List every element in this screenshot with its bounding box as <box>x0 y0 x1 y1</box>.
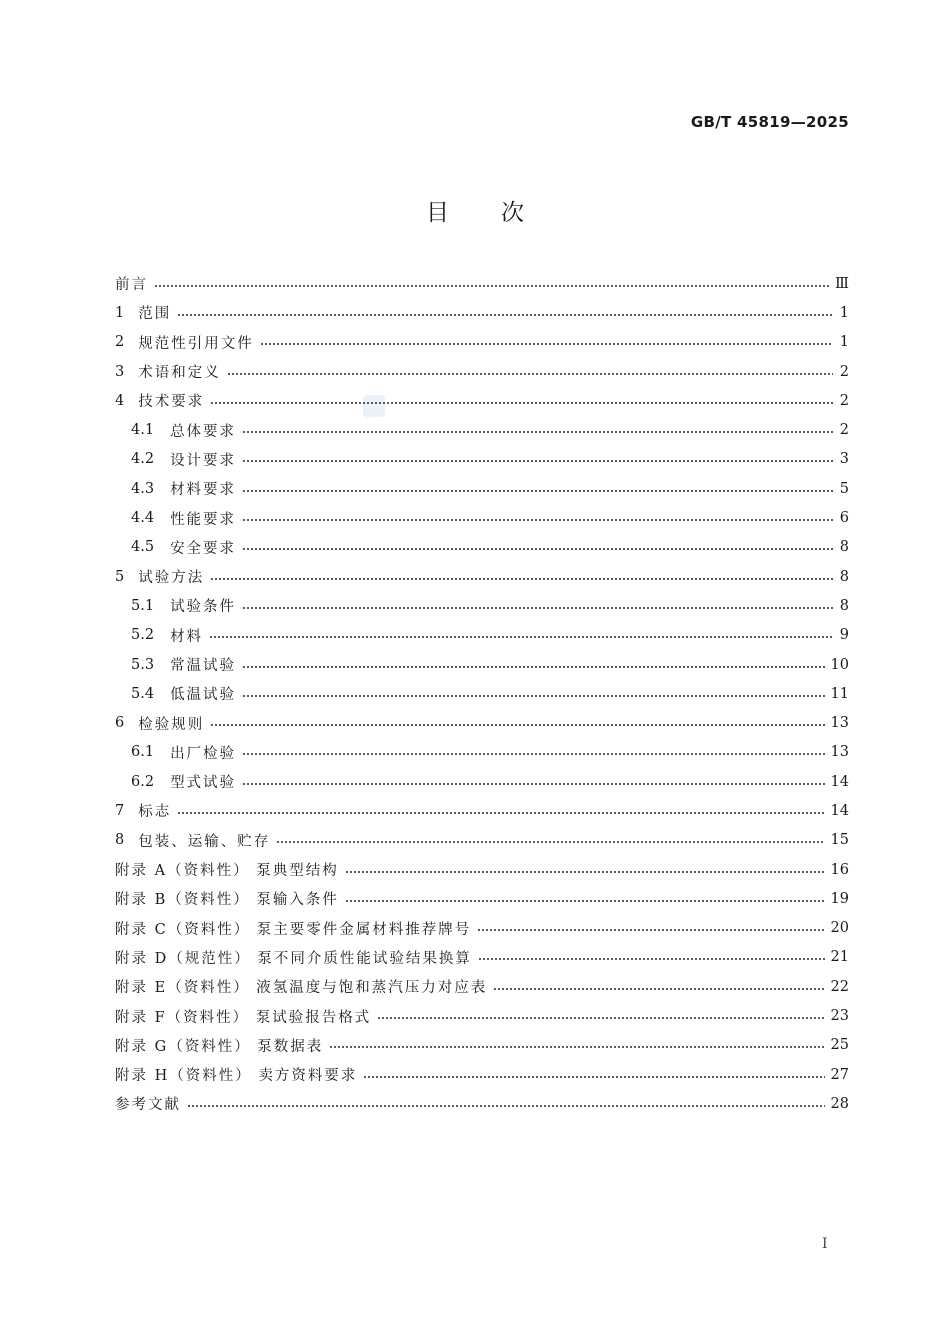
toc-entry-page: 2 <box>839 363 849 380</box>
toc-entry-page: 19 <box>830 890 849 907</box>
toc-entry-page: 27 <box>830 1066 849 1083</box>
toc-entry-title: 附录 A（资料性） 泵典型结构 <box>115 863 339 880</box>
toc-entry-title: 规范性引用文件 <box>138 335 254 352</box>
toc-entry-title: 低温试验 <box>170 687 237 704</box>
toc-dot-leader <box>242 547 833 551</box>
toc-dot-leader <box>242 782 824 786</box>
toc-entry[interactable] <box>115 269 849 298</box>
toc-entry-page: 14 <box>830 802 849 819</box>
toc-dot-leader <box>210 723 824 727</box>
toc-dot-leader <box>242 694 824 698</box>
toc-entry-title: 标志 <box>138 804 172 821</box>
toc-entry-page: 20 <box>830 920 849 937</box>
toc-dot-leader <box>276 840 824 844</box>
toc-entry-title: 附录 G（资料性） 泵数据表 <box>115 1038 324 1055</box>
toc-entry[interactable] <box>115 533 849 562</box>
toc-entry[interactable] <box>115 503 849 532</box>
toc-entry-title: 包装、运输、贮存 <box>138 833 271 850</box>
toc-dot-leader <box>187 1104 825 1108</box>
toc-dot-leader <box>345 870 825 874</box>
toc-entry-page: 15 <box>830 832 849 849</box>
toc-entry-page: 13 <box>830 715 849 732</box>
toc-dot-leader <box>242 606 833 610</box>
toc-entry-page: 28 <box>830 1095 849 1112</box>
toc-entry[interactable] <box>115 796 849 825</box>
toc-entry-number: 4 <box>115 392 125 409</box>
toc-entry[interactable] <box>115 415 849 444</box>
toc-entry-title: 型式试验 <box>170 775 237 792</box>
toc-entry-title: 材料 <box>170 628 204 645</box>
toc-entry-title: 附录 F（资料性） 泵试验报告格式 <box>115 1009 372 1026</box>
toc-dot-leader <box>493 987 824 991</box>
page-number: I <box>822 1236 828 1252</box>
page-title: 目次 <box>426 200 576 226</box>
toc-entry-number: 7 <box>115 802 125 819</box>
toc-entry[interactable] <box>115 591 849 620</box>
toc-entry-number: 5.4 <box>131 685 155 702</box>
toc-dot-leader <box>210 401 833 405</box>
toc-entry[interactable] <box>115 1060 849 1089</box>
toc-entry[interactable] <box>115 855 849 884</box>
toc-entry-number: 4.4 <box>131 510 155 527</box>
toc-entry[interactable] <box>115 914 849 943</box>
toc-entry-page: 9 <box>839 627 849 644</box>
toc-entry-title: 检验规则 <box>138 716 205 733</box>
toc-entry-title: 设计要求 <box>170 452 237 469</box>
toc-entry-title: 术语和定义 <box>138 365 221 382</box>
toc-entry[interactable] <box>115 679 849 708</box>
toc-entry-page: 8 <box>839 597 849 614</box>
toc-entry-title: 技术要求 <box>138 394 205 411</box>
toc-entry-page: 2 <box>839 392 849 409</box>
toc-entry[interactable] <box>115 445 849 474</box>
toc-entry-number: 6 <box>115 715 125 732</box>
toc-entry-page: 14 <box>830 773 849 790</box>
toc-entry[interactable] <box>115 298 849 327</box>
toc-entry-number: 4.5 <box>131 539 155 556</box>
toc-dot-leader <box>242 518 833 522</box>
toc-dot-leader <box>242 752 824 756</box>
toc-entry-page: 13 <box>830 744 849 761</box>
toc-entry-title: 附录 H（资料性） 卖方资料要求 <box>115 1068 358 1085</box>
toc-entry[interactable] <box>115 708 849 737</box>
toc-entry-title: 性能要求 <box>170 511 237 528</box>
toc-entry[interactable] <box>115 650 849 679</box>
toc-entry[interactable] <box>115 621 849 650</box>
toc-entry[interactable] <box>115 826 849 855</box>
toc-entry[interactable] <box>115 474 849 503</box>
toc-entry-page: 3 <box>839 451 849 468</box>
table-of-contents <box>115 269 849 1119</box>
toc-dot-leader <box>210 577 833 581</box>
toc-entry-number: 8 <box>115 832 125 849</box>
toc-entry[interactable] <box>115 1031 849 1060</box>
toc-entry-page: 1 <box>839 334 849 351</box>
toc-entry-title: 附录 E（资料性） 液氢温度与饱和蒸汽压力对应表 <box>115 980 488 997</box>
toc-entry-title: 试验方法 <box>138 570 205 587</box>
toc-entry-page: 10 <box>830 656 849 673</box>
toc-entry-title: 附录 D（规范性） 泵不同介质性能试验结果换算 <box>115 950 472 967</box>
toc-entry-title: 总体要求 <box>170 423 237 440</box>
toc-entry-title: 安全要求 <box>170 540 237 557</box>
toc-entry-page: 5 <box>839 480 849 497</box>
toc-entry-number: 4.1 <box>131 422 155 439</box>
toc-entry-page: 1 <box>839 304 849 321</box>
toc-dot-leader <box>227 372 833 376</box>
toc-entry-title: 试验条件 <box>170 599 237 616</box>
toc-entry-title: 参考文献 <box>115 1097 181 1114</box>
toc-entry-number: 4.2 <box>131 451 155 468</box>
toc-entry-title: 材料要求 <box>170 482 237 499</box>
toc-entry-number: 1 <box>115 304 125 321</box>
toc-entry-page: 23 <box>830 1008 849 1025</box>
toc-entry-page: 21 <box>830 949 849 966</box>
toc-dot-leader <box>242 665 824 669</box>
toc-dot-leader <box>377 1016 824 1020</box>
toc-entry[interactable] <box>115 357 849 386</box>
toc-dot-leader <box>242 430 833 434</box>
toc-dot-leader <box>329 1045 824 1049</box>
toc-entry-title: 附录 B（资料性） 泵输入条件 <box>115 892 339 909</box>
toc-entry-page: 22 <box>830 978 849 995</box>
toc-entry[interactable] <box>115 884 849 913</box>
toc-entry[interactable] <box>115 386 849 415</box>
toc-entry-title: 附录 C（资料性） 泵主要零件金属材料推荐牌号 <box>115 921 472 938</box>
toc-entry-number: 4.3 <box>131 480 155 497</box>
toc-dot-leader <box>260 342 833 346</box>
toc-dot-leader <box>209 635 833 639</box>
toc-entry-page: 25 <box>830 1037 849 1054</box>
toc-entry[interactable] <box>115 943 849 972</box>
toc-entry-page: Ⅲ <box>835 275 849 292</box>
toc-dot-leader <box>242 459 833 463</box>
toc-entry-number: 5.2 <box>131 627 155 644</box>
toc-entry-page: 8 <box>839 539 849 556</box>
toc-entry-page: 16 <box>830 861 849 878</box>
toc-entry-number: 3 <box>115 363 125 380</box>
toc-dot-leader <box>363 1075 824 1079</box>
toc-entry-number: 5 <box>115 568 125 585</box>
toc-entry-number: 5.3 <box>131 656 155 673</box>
toc-entry-page: 6 <box>839 510 849 527</box>
toc-entry-number: 6.1 <box>131 744 155 761</box>
toc-entry-number: 2 <box>115 334 125 351</box>
toc-dot-leader <box>478 957 825 961</box>
toc-entry-number: 5.1 <box>131 597 155 614</box>
standard-code: GB/T 45819—2025 <box>690 113 849 131</box>
toc-entry-number: 6.2 <box>131 773 155 790</box>
toc-entry[interactable] <box>115 328 849 357</box>
toc-dot-leader <box>177 811 824 815</box>
toc-dot-leader <box>177 313 833 317</box>
toc-dot-leader <box>477 928 824 932</box>
toc-entry-title: 范围 <box>138 306 172 323</box>
toc-entry-page: 2 <box>839 422 849 439</box>
toc-dot-leader <box>345 899 825 903</box>
toc-entry[interactable] <box>115 1089 849 1118</box>
toc-entry[interactable] <box>115 562 849 591</box>
toc-entry-page: 11 <box>830 685 849 702</box>
toc-entry-title: 常温试验 <box>170 658 237 674</box>
toc-entry[interactable] <box>115 738 849 767</box>
toc-entry[interactable] <box>115 767 849 796</box>
toc-entry[interactable] <box>115 1001 849 1030</box>
toc-dot-leader <box>242 489 833 493</box>
toc-dot-leader <box>154 284 829 288</box>
toc-entry-title: 出厂检验 <box>170 745 237 762</box>
toc-entry[interactable] <box>115 972 849 1001</box>
toc-entry-title: 前言 <box>115 277 148 294</box>
toc-entry-page: 8 <box>839 568 849 585</box>
